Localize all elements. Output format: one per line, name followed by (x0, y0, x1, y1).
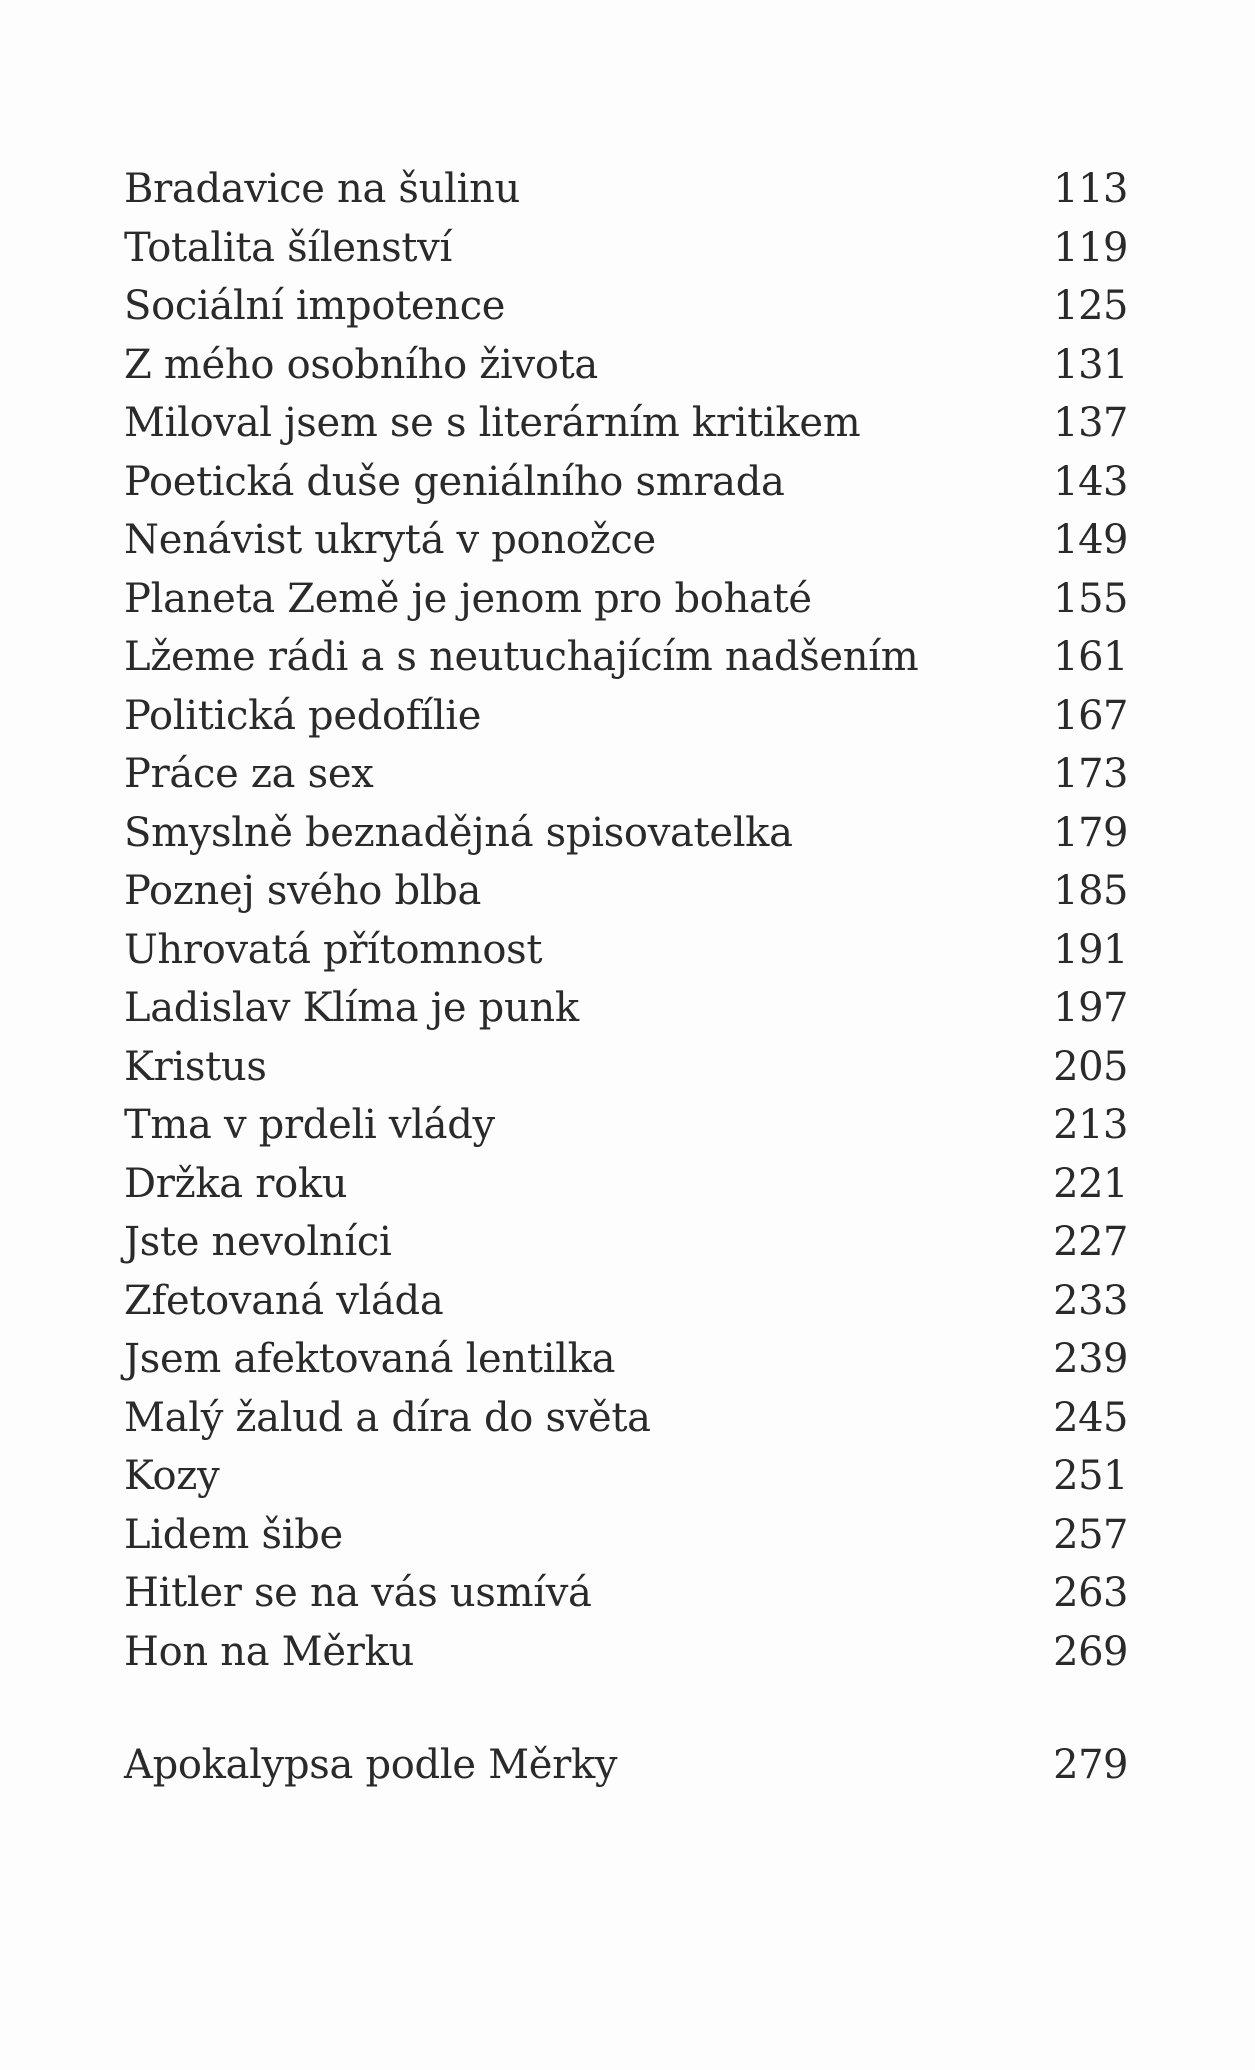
toc-entry-page-number: 245 (1053, 1394, 1128, 1441)
toc-entry (124, 1564, 1128, 1623)
toc-entry-page-number: 167 (1053, 692, 1128, 739)
toc-entry-page-number: 227 (1053, 1219, 1128, 1265)
toc-entry (124, 1506, 1128, 1565)
toc-entry-title: Kozy (124, 1453, 220, 1499)
toc-entry (124, 1096, 1128, 1155)
toc-entry-page-number: 113 (1053, 166, 1128, 212)
toc-entry-title: Nenávist ukrytá v ponožce (124, 517, 656, 563)
toc-entry-page-number: 161 (1053, 634, 1128, 680)
toc-entry-title: Ladislav Klíma je punk (124, 985, 579, 1031)
toc-entry-page-number: 179 (1053, 809, 1128, 856)
toc-entry-title: Z mého osobního života (124, 341, 598, 388)
toc-entry-page-number: 263 (1053, 1570, 1128, 1616)
toc-entry-title: Poznej svého blba (124, 868, 482, 914)
toc-entry-title: Jste nevolníci (124, 1219, 392, 1265)
toc-entry-page-number: 213 (1053, 1102, 1128, 1148)
toc-entry-page-number: 143 (1053, 458, 1128, 505)
toc-entry (124, 1623, 1128, 1682)
toc-entry-title: Držka roku (124, 1160, 348, 1207)
toc-entry (124, 628, 1128, 687)
toc-entry-page-number: 131 (1053, 341, 1128, 388)
toc-entry (124, 1213, 1128, 1272)
toc-entry-title: Poetická duše geniálního smrada (124, 458, 785, 505)
toc-entry-page-number: 221 (1053, 1160, 1128, 1207)
toc-entry-title: Planeta Země je jenom pro bohaté (124, 575, 812, 622)
toc-entry-title: Apokalypsa podle Měrky (124, 1742, 618, 1788)
toc-entry-title: Kristus (124, 1043, 267, 1090)
toc-entry (124, 1447, 1128, 1506)
toc-entry (124, 277, 1128, 336)
toc-entry (124, 570, 1128, 629)
toc-entry-title: Totalita šílenství (124, 224, 452, 271)
toc-entry-page-number: 173 (1053, 751, 1128, 797)
toc-entry (124, 336, 1128, 395)
toc-entry-title: Smyslně beznadějná spisovatelka (124, 809, 793, 856)
toc-entry-title: Miloval jsem se s literárním kritikem (124, 400, 861, 446)
toc-entry (124, 394, 1128, 453)
toc-entry-title: Lžeme rádi a s neutuchajícím nadšením (124, 634, 919, 680)
toc-entry-title: Tma v prdeli vlády (124, 1102, 495, 1148)
toc-entry-page-number: 279 (1053, 1742, 1128, 1788)
table-of-contents (124, 160, 1128, 1681)
toc-entry (124, 1389, 1128, 1448)
toc-entry (124, 687, 1128, 746)
toc-entry-final (124, 1736, 1128, 1795)
toc-entry (124, 862, 1128, 921)
toc-entry (124, 1038, 1128, 1097)
toc-entry-title: Práce za sex (124, 751, 374, 797)
toc-entry-page-number: 257 (1053, 1511, 1128, 1558)
toc-entry-page-number: 205 (1053, 1043, 1128, 1090)
toc-entry (124, 979, 1128, 1038)
toc-entry-title: Jsem afektovaná lentilka (124, 1336, 616, 1382)
toc-entry (124, 160, 1128, 219)
toc-entry-title: Hitler se na vás usmívá (124, 1570, 592, 1616)
toc-entry-page-number: 119 (1053, 224, 1128, 271)
toc-entry-page-number: 269 (1053, 1628, 1128, 1675)
toc-entry-page-number: 191 (1053, 926, 1128, 973)
toc-entry (124, 453, 1128, 512)
toc-entry (124, 219, 1128, 278)
toc-entry (124, 1272, 1128, 1331)
toc-entry-title: Malý žalud a díra do světa (124, 1394, 651, 1441)
toc-entry (124, 745, 1128, 804)
toc-entry (124, 1155, 1128, 1214)
toc-entry-page-number: 239 (1053, 1336, 1128, 1382)
toc-entry (124, 1330, 1128, 1389)
toc-entry (124, 921, 1128, 980)
toc-entry-page-number: 125 (1053, 283, 1128, 329)
toc-entry-page-number: 155 (1053, 575, 1128, 622)
toc-entry-title: Politická pedofílie (124, 692, 482, 739)
toc-entry-title: Zfetovaná vláda (124, 1277, 444, 1324)
toc-entry-title: Uhrovatá přítomnost (124, 926, 543, 973)
toc-entry-page-number: 137 (1053, 400, 1128, 446)
toc-entry-page-number: 149 (1053, 517, 1128, 563)
toc-entry-page-number: 233 (1053, 1277, 1128, 1324)
toc-entry-page-number: 185 (1053, 868, 1128, 914)
toc-entry-page-number: 197 (1053, 985, 1128, 1031)
toc-entry (124, 804, 1128, 863)
toc-entry-page-number: 251 (1053, 1453, 1128, 1499)
toc-entry-title: Lidem šibe (124, 1511, 343, 1558)
toc-entry (124, 511, 1128, 570)
toc-entry-title: Bradavice na šulinu (124, 166, 521, 212)
toc-entry-title: Sociální impotence (124, 283, 506, 329)
toc-entry-title: Hon na Měrku (124, 1628, 414, 1675)
